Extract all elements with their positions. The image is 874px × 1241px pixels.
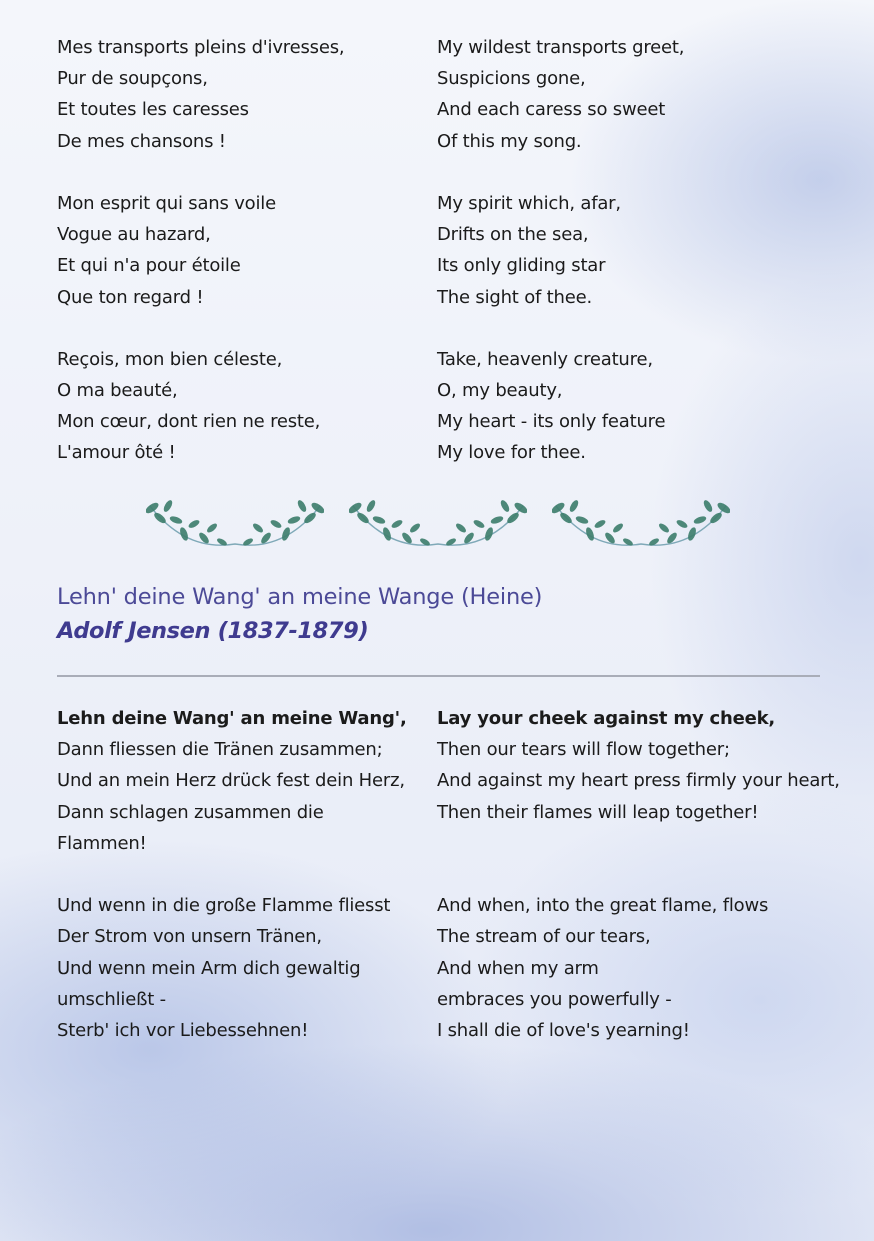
text-line: O ma beauté,	[57, 380, 178, 402]
text-line: Vogue au hazard,	[57, 224, 211, 246]
text-line: Und an mein Herz drück fest dein Herz,	[57, 770, 405, 792]
text-line: Mon cœur, dont rien ne reste,	[57, 411, 321, 433]
leaf-garland-icon	[146, 494, 324, 556]
text-line: Lehn deine Wang' an meine Wang',	[57, 708, 407, 729]
english-text-column	[437, 32, 684, 469]
text-line: My love for thee.	[437, 442, 586, 464]
composer-name: Adolf Jensen (1837-1879)	[57, 618, 369, 644]
leaf-shape	[499, 499, 511, 513]
leaf-shape	[409, 522, 422, 534]
text-line: Then their flames will leap together!	[437, 801, 759, 823]
leaf-shape	[472, 519, 485, 530]
leaf-shape	[252, 522, 265, 534]
leaf-shape	[568, 499, 580, 513]
text-line: Its only gliding star	[437, 255, 606, 277]
leaf-shape	[675, 519, 688, 530]
song-title: Lehn' deine Wang' an meine Wange (Heine)	[57, 584, 543, 610]
garland-stem	[556, 506, 726, 545]
text-line: Und wenn mein Arm dich gewaltig	[57, 957, 361, 979]
french-text-column	[57, 32, 344, 469]
leaf-shape	[162, 499, 174, 513]
text-line: And when, into the great flame, flows	[437, 895, 769, 917]
text-line: Flammen!	[57, 832, 147, 854]
leaf-shape	[490, 515, 504, 525]
german-text-column	[57, 703, 407, 1046]
text-line: The stream of our tears,	[437, 926, 651, 948]
leaf-shape	[390, 519, 403, 530]
leaf-shape	[206, 522, 219, 534]
text-line: umschließt -	[57, 988, 166, 1010]
text-line: Mon esprit qui sans voile	[57, 192, 276, 214]
leaf-shape	[169, 515, 183, 525]
text-line: Suspicions gone,	[437, 68, 586, 90]
text-line: Und wenn in die große Flamme fliesst	[57, 895, 391, 917]
leaf-shape	[455, 522, 468, 534]
text-line: My spirit which, afar,	[437, 192, 621, 214]
leaf-shape	[269, 519, 282, 530]
text-line: L'amour ôté !	[57, 442, 176, 464]
text-line: Mes transports pleins d'ivresses,	[57, 37, 345, 58]
text-line: Lay your cheek against my cheek,	[437, 708, 776, 729]
text-line: Der Strom von unsern Tränen,	[57, 926, 322, 948]
text-line: Et qui n'a pour étoile	[57, 255, 241, 277]
leaf-shape	[513, 501, 527, 515]
text-line: I shall die of love's yearning!	[437, 1019, 690, 1041]
leaf-shape	[287, 515, 301, 525]
leaf-shape	[693, 515, 707, 525]
text-line: Dann schlagen zusammen die	[57, 801, 324, 823]
text-line: And when my arm	[437, 957, 599, 979]
garland-stem	[150, 506, 320, 545]
stanza-gap	[437, 313, 684, 344]
english-translation-column	[437, 703, 840, 1046]
leaf-shape	[552, 501, 566, 515]
leaf-garland-icon	[349, 494, 527, 556]
leaf-shape	[658, 522, 671, 534]
leaf-shape	[372, 515, 386, 525]
text-line: My wildest transports greet,	[437, 37, 685, 58]
leaf-shape	[702, 499, 714, 513]
leaf-shape	[593, 519, 606, 530]
text-line: Reçois, mon bien céleste,	[57, 348, 283, 370]
text-line: De mes chansons !	[57, 130, 226, 152]
text-line: O, my beauty,	[437, 380, 563, 402]
text-line: embraces you powerfully -	[437, 988, 672, 1010]
leaf-shape	[575, 515, 589, 525]
ornament-divider	[146, 494, 730, 558]
stanza-gap	[437, 859, 840, 890]
leaf-shape	[716, 501, 730, 515]
stanza-gap	[437, 157, 684, 188]
leaf-shape	[146, 501, 160, 515]
divider-line	[57, 675, 820, 677]
leaf-shape	[187, 519, 200, 530]
text-line: My heart - its only feature	[437, 411, 666, 433]
text-line: And each caress so sweet	[437, 99, 666, 121]
text-line: Take, heavenly creature,	[437, 348, 653, 370]
stanza-gap	[57, 859, 407, 890]
leaf-shape	[296, 499, 308, 513]
text-line: Et toutes les caresses	[57, 99, 249, 121]
text-line: And against my heart press firmly your heart,	[437, 770, 840, 792]
garland-stem	[353, 506, 523, 545]
text-line: Que ton regard !	[57, 286, 204, 308]
text-line: Then our tears will flow together;	[437, 739, 730, 761]
leaf-shape	[310, 501, 324, 515]
leaf-shape	[349, 501, 363, 515]
text-line: Sterb' ich vor Liebessehnen!	[57, 1019, 309, 1041]
stanza-gap	[57, 157, 344, 188]
stanza-gap	[57, 313, 344, 344]
leaf-garland-icon	[552, 494, 730, 556]
leaf-shape	[365, 499, 377, 513]
text-line	[437, 828, 840, 859]
text-line: Of this my song.	[437, 130, 582, 152]
text-line: The sight of thee.	[437, 286, 592, 308]
text-line: Dann fliessen die Tränen zusammen;	[57, 739, 383, 761]
leaf-shape	[612, 522, 625, 534]
text-line: Pur de soupçons,	[57, 68, 208, 90]
text-line: Drifts on the sea,	[437, 224, 589, 246]
